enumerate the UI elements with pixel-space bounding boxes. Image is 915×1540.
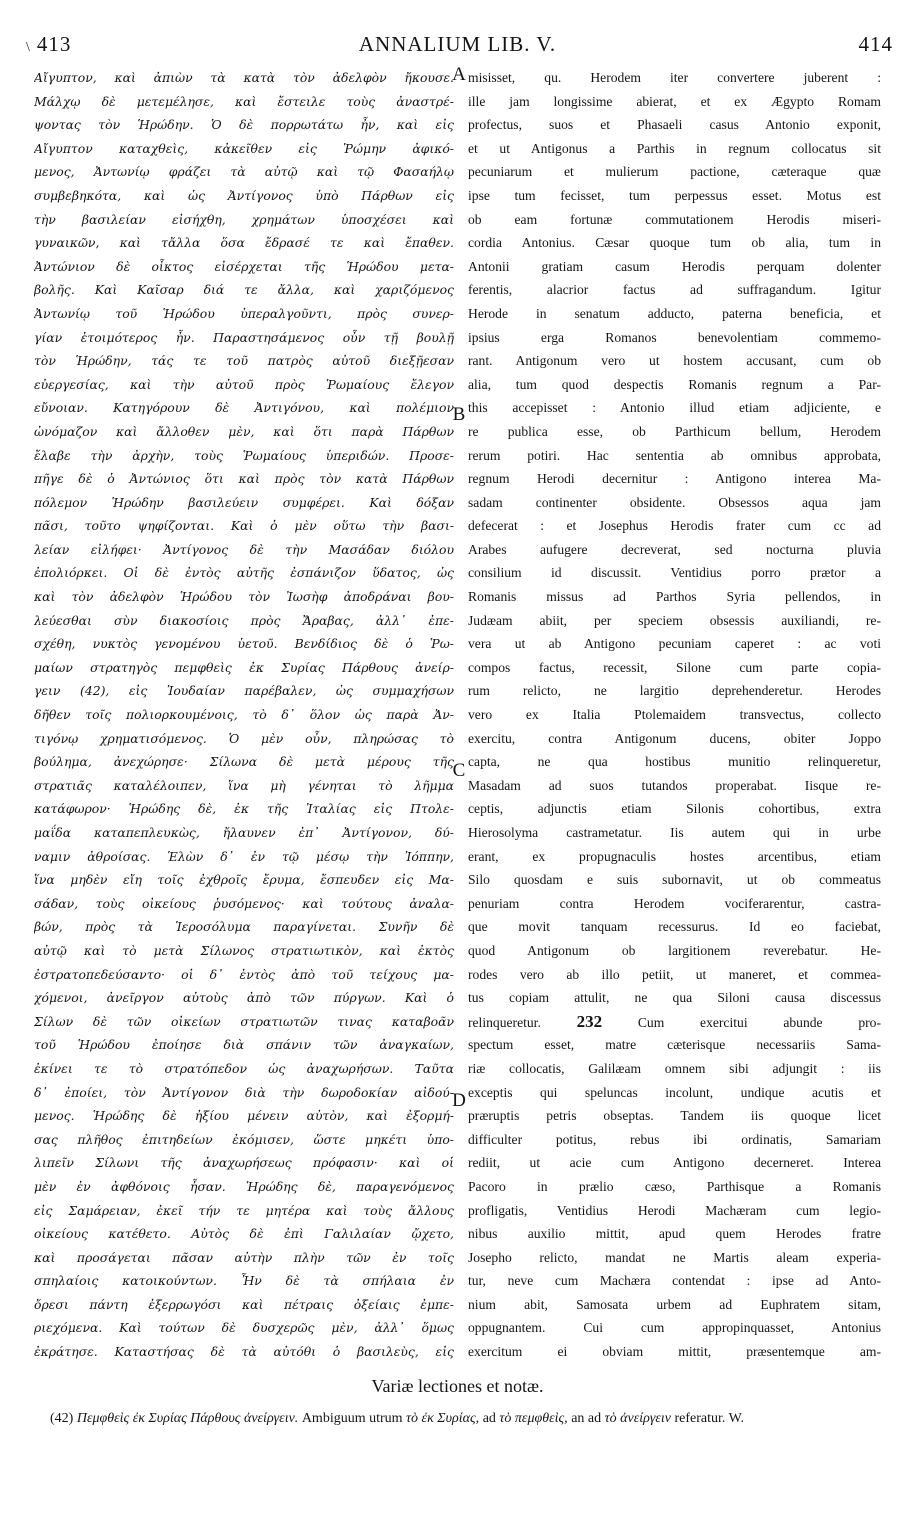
greek-text-line: πῆγε δὲ ὁ Ἀντώνιος ὅτι καὶ πρὸς τὸν κατὰ Πάρθων <box>34 471 454 487</box>
footnote-greek: τὸ ἀνείργειν <box>604 1411 671 1426</box>
footnote-text: ad <box>482 1411 496 1426</box>
latin-text-line: rediit, ut acie cum Antigono decerneret. Interea <box>468 1155 881 1171</box>
latin-text-line: Silo quosdam e suis subornavit, ut ob commeatus <box>468 872 881 888</box>
latin-text-line: regnum Herodi decernitur : Antigono interea Ma- <box>468 471 881 487</box>
greek-text-line: λιπεῖν Σίλωνι τῆς ἀναχωρήσεως πρόφασιν· καὶ οἱ <box>34 1155 454 1171</box>
greek-text-line: λείαν εἰλήφει· Ἀντίγονος δὲ τὴν Μασάδαν διόλου <box>34 541 454 557</box>
greek-text-line: καὶ τὸν ἀδελφὸν Ἡρώδου τὸν Ἰωσὴφ ἀποδράναι βου- <box>34 589 454 605</box>
greek-text-line: τοῦ Ἡρώδου ἐποίησε διὰ σπάνιν τῶν ἀναγκαίων, <box>34 1037 454 1053</box>
greek-text-line: τὴν βασιλείαν εἰσήχθη, χρημάτων ὑποσχέσει καὶ <box>34 211 454 227</box>
greek-text-line: σάδαν, τοὺς οἰκείους ῥυσόμενος· καὶ τούτους ἀναλα- <box>34 895 454 911</box>
greek-text-line: συμβεβηκότα, καὶ ὡς Ἀντίγονος ὑπὸ Πάρθων εἰς <box>34 187 454 203</box>
greek-text-line: μὲν ἐν ἀφθόνοις ἦσαν. Ἡρώδης δὲ, παραγενόμενος <box>34 1178 454 1194</box>
greek-text-line: μαίων στρατηγὸς πεμφθεὶς ἐκ Συρίας Πάρθους ἀνείρ- <box>34 659 454 675</box>
greek-text-line: σπηλαίοις κατοικούντων. Ἦν δὲ τὰ σπήλαια ἐν <box>34 1273 454 1289</box>
margin-marker-c: C <box>452 760 466 781</box>
greek-text-line: στρατιᾶς καταλέλοιπεν, ἵνα μὴ γένηται τὸ λῆμμα <box>34 777 454 793</box>
greek-text-line: γίαν ἑτοιμότερος ἦν. Παραστησάμενος οὖν τῇ βουλῇ <box>34 329 454 345</box>
latin-text-line: quod Antigonum ob largitionem reverebatur. He- <box>468 942 881 958</box>
latin-text-line: oppugnantem. Cui cum appropinquasset, Antonius <box>468 1320 881 1336</box>
greek-text-line: οἰκείους κατέθετο. Αὐτὸς δὲ ἐπὶ Γαλιλαίαν ᾤχετο, <box>34 1226 454 1242</box>
latin-text-line: ferentis, alacrior factus ad suffragandum. Igitur <box>468 282 881 298</box>
latin-text-line: pecuniarum et mulierum pactione, cæteraque quæ <box>468 164 881 180</box>
greek-text-line: βολῆς. Καὶ Καῖσαρ διά τε ἄλλα, καὶ χαριζόμενος <box>34 282 454 298</box>
greek-text-line: πόλεμον Ἡρώδην βασιλεύειν συμφέρει. Καὶ δόξαν <box>34 494 454 510</box>
latin-text-line: exercitum ei obviam mittit, præsentemque am- <box>468 1344 881 1360</box>
page-number-right: 414 <box>858 32 893 56</box>
latin-text-line: cordia Antonius. Cæsar quoque tum ob alia, tum in <box>468 235 881 251</box>
latin-text-line: nibus auxilio mittit, apud quem Herodes fratre <box>468 1226 881 1242</box>
greek-text-line: καὶ προσάγεται πᾶσαν αὐτὴν πλὴν τῶν ἐν τοῖς <box>34 1249 454 1265</box>
latin-text-line: spectum esset, matre cæterisque necessariis Sama- <box>468 1037 881 1053</box>
footnote-greek: τὸ πεμφθεὶς, <box>499 1411 568 1426</box>
footnote <box>50 1410 880 1428</box>
latin-text-line: Josepho relicto, mandat ne Martis aleam experia- <box>468 1249 881 1265</box>
greek-text-column <box>34 66 454 1364</box>
greek-text-line: τιγόνῳ χρηματισόμενος. Ὁ μὲν οὖν, πληρώσας τὸ <box>34 730 454 746</box>
latin-text-line: sadam continenter obsidente. Obsessos aqua jam <box>468 494 881 510</box>
greek-text-line: εὐεργεσίας, καὶ τὴν αὐτοῦ πρὸς Ῥωμαίους ἔλεγον <box>34 376 454 392</box>
latin-text-line: riæ collocatis, Galilæam omnem sibi adjungit : iis <box>468 1060 881 1076</box>
latin-text-line: ipsius erga Romanos benevolentiam commemo- <box>468 329 881 345</box>
margin-marker-a: A <box>452 64 466 85</box>
greek-text-line: Μάλχῳ δὲ μετεμέλησε, καὶ ἔστειλε τοὺς ἀναστρέ- <box>34 93 454 109</box>
latin-text-line: profectus, suos et Phasaeli casus Antonio exponit, <box>468 117 881 133</box>
latin-text-line: Herode in senatum adducto, paterna beneficia, et <box>468 305 881 321</box>
greek-text-line: αὐτῷ καὶ τὸ μετὰ Σίλωνος στρατιωτικὸν, καὶ ἐκτὸς <box>34 942 454 958</box>
greek-text-line: λεύεσθαι σὺν διακοσίοις πρὸς Ἄραβας, ἀλλ᾽ ἐπε- <box>34 612 454 628</box>
latin-text-fragment: relinqueretur. <box>468 1014 541 1030</box>
greek-text-line: γειν (42), εἰς Ἰουδαίαν παρέβαλεν, ὡς συμμαχήσων <box>34 683 454 699</box>
latin-text-line: exercitu, contra Antigonum ducens, obiter Joppo <box>468 730 881 746</box>
greek-text-line: βούλημα, ἀνεχώρησε· Σίλωνα δὲ μετὰ μέρους τῆς <box>34 754 454 770</box>
latin-text-line: præruptis petris obseptas. Tandem iis quoque licet <box>468 1108 881 1124</box>
greek-text-line: βών, πρὸς τὰ Ἱεροσόλυμα παραγίνεται. Συνῆν δὲ <box>34 919 454 935</box>
latin-text-line: que movit tanquam recessurus. Id eo faciebat, <box>468 919 881 935</box>
greek-text-line: κατάφωρον· Ἡρώδης δὲ, ἐκ τῆς Ἰταλίας εἰς Πτολε- <box>34 801 454 817</box>
latin-text-line: vera ut ab Antigono pecuniam caperet : ac voti <box>468 636 881 652</box>
latin-text-line: ob eam fortunæ commutationem Herodis miseri- <box>468 211 881 227</box>
latin-text-line: Pacoro in prælio cæso, Parthisque a Romanis <box>468 1178 881 1194</box>
footnote-text: Ambiguum utrum <box>301 1411 403 1426</box>
greek-text-line: Αἴγυπτον, καὶ ἀπιὼν τὰ κατὰ τὸν ἀδελφὸν ἤκουσε. <box>34 70 454 85</box>
notes-heading: Variæ lectiones et notæ. <box>371 1376 544 1396</box>
greek-text-line: μαΐδα καταπεπλευκὼς, ἤλαυνεν ἐπ᾽ Ἀντίγονον, δύ- <box>34 825 454 840</box>
greek-text-line: δ᾽ ἐποίει, τὸν Ἀντίγονον διὰ τὴν δωροδοκίαν αἰδού- <box>34 1084 454 1100</box>
latin-text-line: vero ex Italia Ptolemaidem transvectus, collecto <box>468 707 881 723</box>
latin-text-line: this accepisset : Antonio illud etiam adjiciente, e <box>468 400 881 416</box>
latin-text-line: difficulter potitus, rebus ibi ordinatis, Samariam <box>468 1131 881 1147</box>
greek-text-line: σχέθη, νυκτὸς γενομένου ὑετοῦ. Βενδίδιος δὲ ὁ Ῥω- <box>34 636 454 652</box>
margin-marker-d: D <box>452 1090 466 1111</box>
greek-text-line: ριεχόμενα. Καὶ τούτων δὲ δυσχερῶς μὲν, ἀλλ᾽ ὅμως <box>34 1320 454 1336</box>
greek-text-line: ἔλαβε τὴν ἀρχὴν, τοὺς Ῥωμαίους ὑπεριδών. Προσε- <box>34 447 454 463</box>
greek-text-line: Ἀντώνιον δὲ οἶκτος εἰσέρχεται τῆς Ἡρώδου μετα- <box>34 258 454 274</box>
latin-text-line: penuriam contra Herodem vociferarentur, castra- <box>468 895 881 911</box>
latin-text-line: ipse tum fecisset, tum perpessus esset. Motus est <box>468 187 881 203</box>
latin-text-line: Masadam ad suos tutandos properabat. Iisque re- <box>468 777 881 793</box>
latin-text-line: Romanis missus ad Parthos Syria pellendos, in <box>468 589 881 605</box>
latin-text-line: et ut Antigonus a Parthis in regnum collocatus sit <box>468 140 881 156</box>
latin-text-line: profligatis, Ventidius Herodi Machæram cum legio- <box>468 1202 881 1218</box>
latin-text-line <box>468 1010 881 1034</box>
footnote-greek-lemma: Πεμφθεὶς ἐκ Συρίας Πάρθους ἀνείργειν. <box>76 1411 299 1426</box>
greek-text-line: δῆθεν τοῖς πολιορκουμένοις, τὸ δ᾽ ὅλον ὡς παρὰ Ἀν- <box>34 707 454 723</box>
greek-text-line: ἵνα μηδὲν εἴη τοῖς ἐχθροῖς ἔρυμα, ἔσπευδεν εἰς Μα- <box>34 872 454 888</box>
latin-text-line: consilium id discussit. Ventidius porro prætor a <box>468 565 881 581</box>
greek-text-line: ψοντας τὸν Ἡρώδην. Ὁ δὲ πορρωτάτω ἦν, καὶ εἰς <box>34 117 454 133</box>
latin-text-line: Judæam abiit, per speciem obsessis auxiliandi, re- <box>468 612 881 628</box>
section-number: 232 <box>576 1011 603 1031</box>
greek-text-line: γυναικῶν, καὶ τἄλλα ὅσα ἔδρασέ τε καὶ ἔπαθεν. <box>34 235 454 251</box>
greek-text-line: πᾶσι, τοῦτο ψηφίζονται. Καὶ ὁ μὲν οὕτω τὴν βασι- <box>34 518 454 534</box>
greek-text-line: μενος, Ἀντωνίῳ φράζει τὰ αὐτῷ καὶ τῷ Φασαήλῳ <box>34 164 454 180</box>
latin-text-column <box>468 66 881 1364</box>
greek-text-line: Αἴγυπτον καταχθεὶς, κἀκεῖθεν εἰς Ῥώμην ἀφικό- <box>34 140 454 156</box>
latin-text-line: ceptis, adjunctis etiam Silonis cohortibus, extra <box>468 801 881 817</box>
latin-text-line: Hierosolyma castrametatur. Iis autem qui in urbe <box>468 825 881 840</box>
greek-text-line: χόμενοι, ἀνεῖργον αὐτοὺς ἀπὸ τῶν πύργων. Καὶ ὁ <box>34 990 454 1006</box>
greek-text-line: τὸν Ἡρώδην, τάς τε τοῦ πατρὸς αὐτοῦ διεξῇεσαν <box>34 353 454 369</box>
latin-text-line: exceptis qui speluncas incolunt, undique acutis et <box>468 1084 881 1100</box>
latin-text-line: rant. Antigonum vero ut hostem accusant, cum ob <box>468 353 881 369</box>
latin-text-line: Antonii gratiam casum Herodis perquam dolenter <box>468 258 881 274</box>
greek-text-line: Σίλων δὲ τῶν οἰκείων στρατιωτῶν τινας καταβοᾶν <box>34 1013 454 1029</box>
greek-text-line: εὔνοιαν. Κατηγόρουν δὲ Ἀντιγόνου, καὶ πολέμιον <box>34 400 454 416</box>
latin-text-line: tus copiam attulit, ne qua Siloni causa discessus <box>468 990 881 1006</box>
latin-text-line: tur, neve cum Machæra contendat : ipse ad Anto- <box>468 1273 881 1289</box>
latin-text-line: ille jam longissime abierat, et ex Ægypto Romam <box>468 93 881 109</box>
latin-text-line: defecerat : et Josephus Herodis frater cum cc ad <box>468 518 881 534</box>
greek-text-line: ὄρεσι πάντη ἐξερρωγόσι καὶ πέτραις ὀξείαις ἐμπε- <box>34 1296 454 1312</box>
page-number-left: 413 <box>36 32 72 56</box>
latin-text-line: capta, ne qua hostibus munitio relinqueretur, <box>468 754 881 770</box>
latin-text-line: erant, ex propugnaculis hostes arcentibus, etiam <box>468 848 881 864</box>
greek-text-line: ἐκράτησε. Καταστήσας δὲ τὰ αὐτόθι ὁ βασιλεὺς, εἰς <box>34 1344 454 1360</box>
greek-text-line: Ἀντωνίῳ τοῦ Ἡρώδου ὑπεραλγοῦντι, πρὸς συνερ- <box>34 305 454 321</box>
latin-text-fragment: Cum exercitui abunde pro- <box>637 1014 881 1030</box>
latin-text-line: Arabes aufugere decreverat, sed nocturna pluvia <box>468 541 881 557</box>
greek-text-line: μενος. Ἡρώδης δὲ ἠξίου μένειν αὐτὸν, καὶ ἐξορμή- <box>34 1108 454 1124</box>
latin-text-line: alia, tum quod despectis Romanis regnum a Par- <box>468 376 881 392</box>
greek-text-line: ἐστρατοπεδεύσαντο· οἱ δ᾽ ἐντὸς ἀπὸ τοῦ τείχους μα- <box>34 966 454 982</box>
margin-mark: \ <box>26 40 31 55</box>
greek-text-line: ἐκίνει τε τὸ στρατόπεδον ὡς ἀναχωρήσων. Ταῦτα <box>34 1060 454 1076</box>
greek-text-line: ναμιν ἀθροίσας. Ἑλὼν δ᾽ ἐν τῷ μέσῳ τὴν Ἰόππην, <box>34 848 454 864</box>
latin-text-line: misisset, qu. Herodem iter convertere juberent : <box>468 70 881 85</box>
margin-marker-b: B <box>452 404 466 425</box>
greek-text-line: ὠνόμαζον καὶ ἄλλοθεν μὲν, καὶ ὅτι παρὰ Πάρθων <box>34 423 454 439</box>
latin-text-line: re publica esse, ob Parthicum bellum, Herodem <box>468 423 881 439</box>
latin-text-line: rum relicto, ne largitio deprehenderetur. Herodes <box>468 683 881 699</box>
greek-text-line: εἰς Σαμάρειαν, ἐκεῖ τήν τε μητέρα καὶ τοὺς ἄλλους <box>34 1202 454 1218</box>
running-title: ANNALIUM LIB. V. <box>358 32 557 56</box>
footnote-text: referatur. W. <box>674 1411 745 1426</box>
footnote-greek: τὸ ἐκ Συρίας, <box>406 1411 480 1426</box>
greek-text-line: ἐπολιόρκει. Οἱ δὲ ἐντὸς αὐτῆς ἐσπάνιζον ὕδατος, ὡς <box>34 565 454 581</box>
footnote-text: an ad <box>571 1411 602 1426</box>
footnote-number: (42) <box>50 1411 74 1426</box>
latin-text-line: rerum potiri. Hac sententia ab omnibus approbata, <box>468 447 881 463</box>
greek-text-line: σας πλῆθος ἐπιτηδείων ἐκόμισεν, ὥστε μηκέτι ὑπο- <box>34 1131 454 1147</box>
latin-text-line: rodes vero ab illo petiit, ut maneret, et commea- <box>468 966 881 982</box>
page-header <box>0 32 915 62</box>
latin-text-line: compos factus, recessit, Silone cum parte copia- <box>468 659 881 675</box>
latin-text-line: nium abit, Samosata urbem ad Euphratem sitam, <box>468 1296 881 1312</box>
